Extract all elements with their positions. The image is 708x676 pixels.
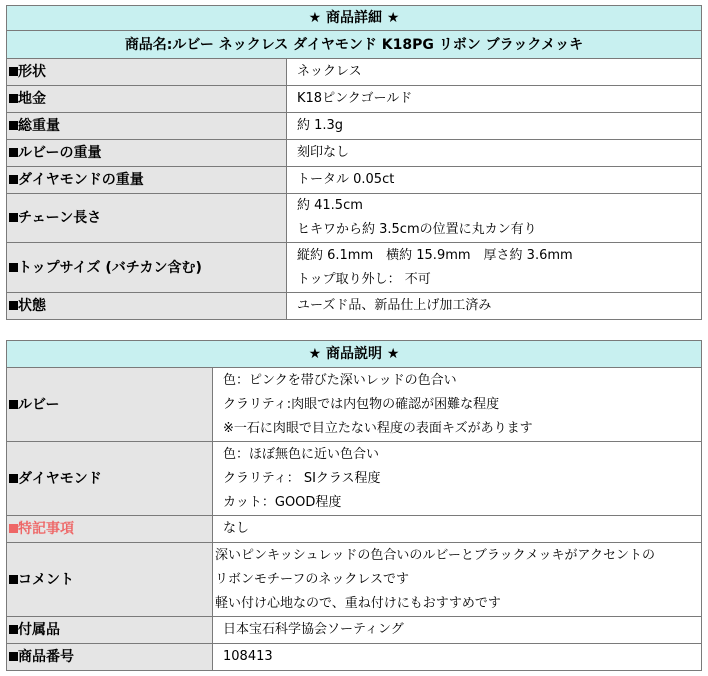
label-chain-length: チェーン長さ (7, 194, 287, 243)
label-total-weight: 総重量 (7, 113, 287, 140)
value-product-number: 108413 (213, 644, 702, 671)
square-bullet-icon (9, 474, 18, 483)
square-bullet-icon (9, 175, 18, 184)
value-chain-length: 約 41.5cm ヒキワから約 3.5cmの位置に丸カン有り (287, 194, 702, 243)
value-diamond-weight: トータル 0.05ct (287, 167, 702, 194)
label-metal: 地金 (7, 86, 287, 113)
label-product-number: 商品番号 (7, 644, 213, 671)
value-ruby-weight: 刻印なし (287, 140, 702, 167)
label-top-size: トップサイズ (バチカン含む) (7, 243, 287, 293)
label-shape: 形状 (7, 59, 287, 86)
label-accessories: 付属品 (7, 617, 213, 644)
square-bullet-icon (9, 148, 18, 157)
details-title: ★ 商品詳細 ★ (7, 6, 702, 31)
label-ruby-weight: ルビーの重量 (7, 140, 287, 167)
square-bullet-icon (9, 400, 18, 409)
label-diamond: ダイヤモンド (7, 442, 213, 516)
label-diamond-weight: ダイヤモンドの重量 (7, 167, 287, 194)
product-name: 商品名:ルビー ネックレス ダイヤモンド K18PG リボン ブラックメッキ (7, 31, 702, 59)
square-bullet-icon (9, 575, 18, 584)
value-total-weight: 約 1.3g (287, 113, 702, 140)
value-diamond: 色：ほぼ無色に近い色合い クラリティ： SIクラス程度 カット：GOOD程度 (213, 442, 702, 516)
value-condition: ユーズド品、新品仕上げ加工済み (287, 293, 702, 320)
square-bullet-icon (9, 263, 18, 272)
description-title: ★ 商品説明 ★ (7, 341, 702, 368)
square-bullet-icon (9, 301, 18, 310)
product-details-table (6, 5, 702, 320)
value-metal: K18ピンクゴールド (287, 86, 702, 113)
square-bullet-icon (9, 121, 18, 130)
label-special-notes: 特記事項 (7, 516, 213, 543)
label-condition: 状態 (7, 293, 287, 320)
square-bullet-icon (9, 213, 18, 222)
square-bullet-icon (9, 524, 18, 533)
value-accessories: 日本宝石科学協会ソーティング (213, 617, 702, 644)
label-ruby: ルビー (7, 368, 213, 442)
square-bullet-icon (9, 94, 18, 103)
value-comment: 深いピンキッシュレッドの色合いのルビーとブラックメッキがアクセントの リボンモチーフのネックレスです 軽い付け心地なので、重ね付けにもおすすめです (213, 543, 702, 617)
label-comment: コメント (7, 543, 213, 617)
value-shape: ネックレス (287, 59, 702, 86)
value-top-size: 縦約 6.1mm 横約 15.9mm 厚さ約 3.6mm トップ取り外し： 不可 (287, 243, 702, 293)
square-bullet-icon (9, 652, 18, 661)
value-special-notes: なし (213, 516, 702, 543)
square-bullet-icon (9, 67, 18, 76)
square-bullet-icon (9, 625, 18, 634)
value-ruby: 色：ピンクを帯びた深いレッドの色合い クラリティ:肉眼では内包物の確認が困難な程度 ※一石に肉眼で目立たない程度の表面キズがあります (213, 368, 702, 442)
product-description-table (6, 340, 702, 671)
